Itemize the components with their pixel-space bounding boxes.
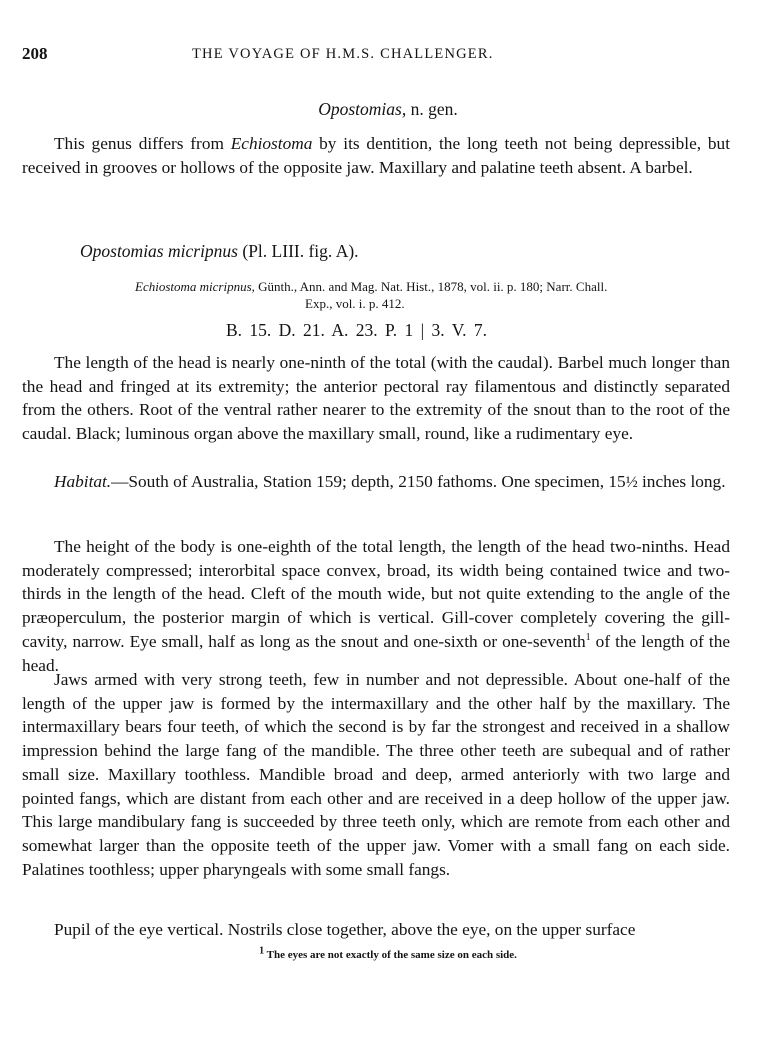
- body-paragraph-1-text: The height of the body is one-eighth of the total length, the length of the head two-ninths. Head moderately compressed; interorbital space convex, broad, its width being contained twice and two-thirds in the length of the head. Cleft of the mouth wide, but not quite extending to the angle of the præoperculum, the posterior margin of which is vertical. Gill-cover completely covering the gill-cavity, narrow. Eye small, half as long as the snout and one-sixth or one-seventh: [22, 537, 730, 651]
- species-description: The length of the head is nearly one-ninth of the total (with the caudal). Barbel much longer than the head and fringed at its extremity; the anterior pectoral ray filamentous and distinctly separated from the others. Root of the ventral rather nearer to the extremity of the snout than to the root of the caudal. Black; luminous organ above the maxillary small, round, like a rudimentary eye.: [22, 353, 730, 444]
- habitat-label: Habitat.: [54, 472, 112, 491]
- fin-formula: B. 15. D. 21. A. 23. P. 1 | 3. V. 7.: [226, 320, 487, 340]
- genus-description-start: This genus differs from: [54, 134, 231, 153]
- synonymy-ref-line2: Exp., vol. i. p. 412.: [305, 296, 405, 311]
- genus-suffix: , n. gen.: [401, 99, 458, 119]
- body-paragraph-1: [22, 535, 730, 677]
- footnote-reference: 1: [585, 632, 591, 644]
- genus-heading: [0, 99, 776, 120]
- body-paragraph-3: Pupil of the eye vertical. Nostrils close together, above the eye, on the upper surface: [54, 920, 636, 939]
- genus-description: [22, 132, 730, 179]
- genus-description-end: by its dentition, the long teeth not being depressible, but received in grooves or hollows of the opposite jaw. Maxillary and palatine teeth absent. A barbel.: [22, 134, 730, 177]
- synonymy-name: Echiostoma micripnus,: [135, 279, 255, 294]
- running-header: [22, 44, 738, 66]
- synonymy-ref-line1: Günth., Ann. and Mag. Nat. Hist., 1878, vol. ii. p. 180; Narr. Chall.: [254, 279, 608, 294]
- running-title: THE VOYAGE OF H.M.S. CHALLENGER.: [192, 46, 494, 62]
- synonymy: [135, 278, 731, 312]
- genus-description-genus: Echiostoma: [230, 134, 313, 153]
- habitat-fraction: ½: [625, 474, 638, 491]
- body-paragraph-2: Jaws armed with very strong teeth, few in number and not depressible. About one-half of the length of the upper jaw is formed by the intermaxillary and the other half by the maxillary. The intermaxillary bears four teeth, of which the second is by far the strongest and received in a shallow impression behind the large fang of the mandible. The three other teeth are subequal and of rather small size. Maxillary toothless. Mandible broad and deep, armed anteriorly with two large and pointed fangs, which are distant from each other and are received in a deep hollow of the upper jaw. This large mandibulary fang is succeeded by three teeth only, which are remote from each other and somewhat larger than the opposite teeth of the upper jaw. Vomer with a small fang on each side. Palatines toothless; upper pharyngeals with some small fangs.: [22, 670, 730, 879]
- habitat-text: —South of Australia, Station 159; depth, 2150 fathoms. One specimen, 15: [111, 472, 626, 491]
- species-heading: [80, 241, 359, 262]
- body-paragraph-1-end: of the length of the head.: [22, 631, 731, 675]
- species-plate-ref: (Pl. LIII. fig. A).: [238, 241, 359, 261]
- habitat-end: inches long.: [637, 472, 726, 491]
- footnote-text: The eyes are not exactly of the same size on each side.: [264, 949, 517, 961]
- footnote-mark: 1: [259, 945, 265, 957]
- footnote: [0, 945, 776, 961]
- habitat-paragraph: [22, 470, 730, 495]
- species-name: Opostomias micripnus: [80, 241, 238, 261]
- genus-name: Opostomias: [318, 99, 402, 119]
- page-number: 208: [22, 44, 48, 63]
